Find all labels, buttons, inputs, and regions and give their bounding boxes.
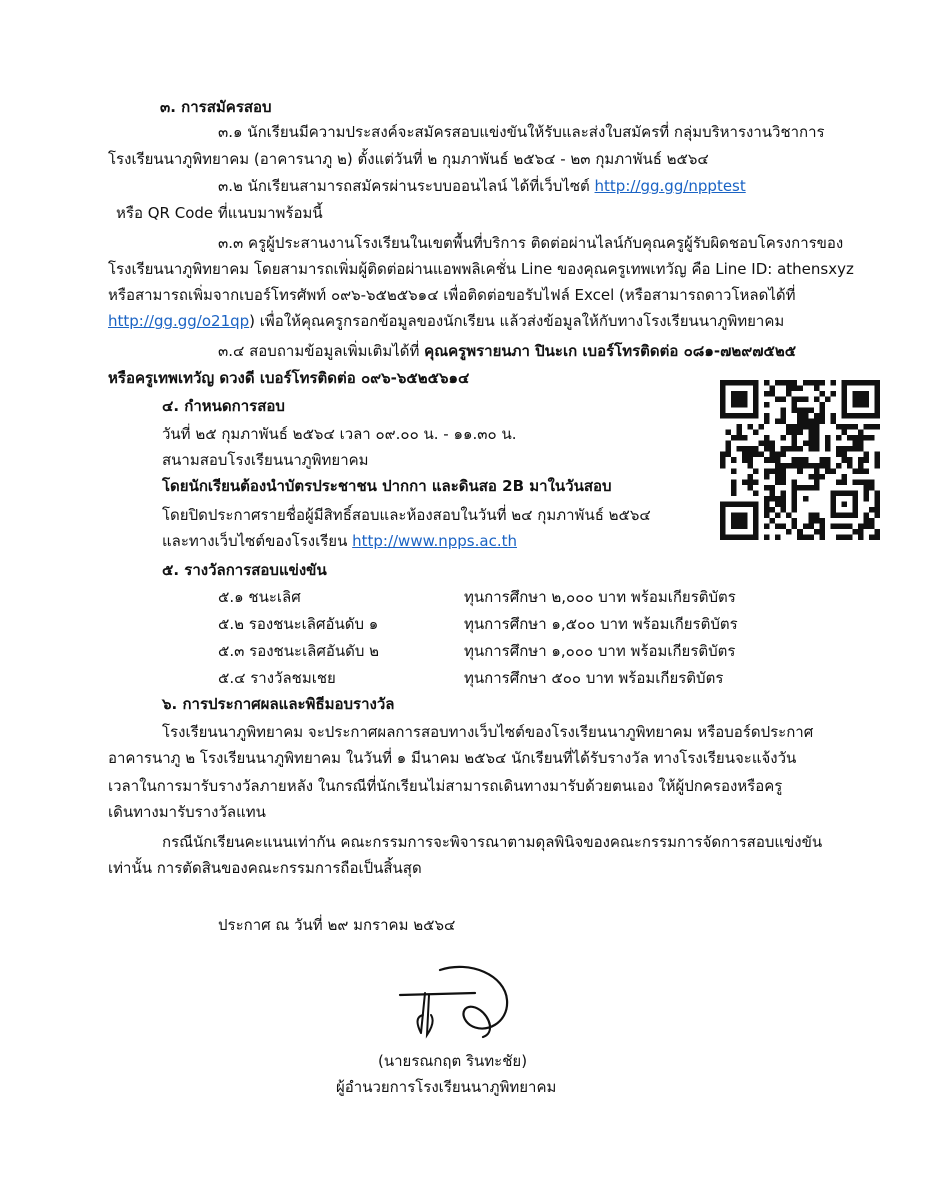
announcement-date: ประกาศ ณ วันที่ ๒๙ มกราคม ๒๕๖๔ (218, 916, 456, 934)
exam-date: วันที่ ๒๕ กุมภาพันธ์ ๒๕๖๔ เวลา ๐๙.๐๐ น. - ๑๑.๓๐ น. (162, 425, 517, 443)
prize-name: ๕.๔ รางวัลชมเชย (218, 669, 336, 687)
section-3-3-line-1: ๓.๓ ครูผู้ประสานงานโรงเรียนในเขตพื้นที่บริการ ติดต่อผ่านไลน์กับคุณครูผู้รับผิดชอบโครงการของ (218, 234, 844, 252)
signature-icon (395, 955, 530, 1045)
section-6-p1-line-4: เดินทางมารับรางวัลแทน (108, 803, 266, 821)
prize-name: ๕.๑ ชนะเลิศ (218, 588, 301, 606)
exam-website-text: และทางเว็บไซต์ของโรงเรียน (162, 532, 353, 550)
section-3-3-line-2: โรงเรียนนาภูพิทยาคม โดยสามารถเพิ่มผู้ติดต่อผ่านแอพพลิเคชั่น Line ของคุณครูเทพเทวัญ คือ Line ID: athensxyz (108, 260, 854, 278)
section-5-heading: ๕. รางวัลการสอบแข่งขัน (162, 561, 327, 579)
exam-announcement: โดยปิดประกาศรายชื่อผู้มีสิทธิ์สอบและห้องสอบในวันที่ ๒๔ กุมภาพันธ์ ๒๕๖๔ (162, 506, 651, 524)
signer-title: ผู้อำนวยการโรงเรียนนาภูพิทยาคม (336, 1078, 557, 1096)
section-3-2-line-1 (218, 176, 746, 196)
exam-website-line (162, 531, 517, 551)
section-6-p1-line-1: โรงเรียนนาภูพิทยาคม จะประกาศผลการสอบทางเว็บไซต์ของโรงเรียนนาภูพิทยาคม หรือบอร์ดประกาศ (162, 723, 814, 741)
prize-value: ทุนการศึกษา ๕๐๐ บาท พร้อมเกียรติบัตร (464, 669, 724, 687)
prize-value: ทุนการศึกษา ๑,๐๐๐ บาท พร้อมเกียรติบัตร (464, 642, 736, 660)
excel-download-link[interactable]: http://gg.gg/o21qp (108, 312, 250, 330)
signer-name: (นายรณกฤต รินทะชัย) (378, 1052, 528, 1070)
section-3-4-line-1 (218, 341, 796, 361)
section-3-2-line-2: หรือ QR Code ที่แนบมาพร้อมนี้ (116, 204, 323, 222)
school-website-link[interactable]: http://www.npps.ac.th (352, 532, 517, 550)
section-6-heading: ๖. การประกาศผลและพิธีมอบรางวัล (162, 695, 395, 713)
contact-teacher-1: คุณครูพรายนภา ปินะเก เบอร์โทรติดต่อ ๐๘๑-๗๒๙๗๕๒๕ (424, 342, 797, 360)
prize-name: ๕.๓ รองชนะเลิศอันดับ ๒ (218, 642, 380, 660)
prize-value: ทุนการศึกษา ๒,๐๐๐ บาท พร้อมเกียรติบัตร (464, 588, 736, 606)
section-4-heading: ๔. กำหนดการสอบ (162, 397, 285, 415)
contact-teacher-2: หรือครูเทพเทวัญ ดวงดี เบอร์โทรติดต่อ ๐๙๖-๖๕๒๕๖๑๔ (108, 369, 470, 387)
qr-code-icon (720, 380, 880, 540)
section-3-3-line-4 (108, 311, 784, 331)
section-3-2-text: ๓.๒ นักเรียนสามารถสมัครผ่านระบบออนไลน์ ได้ที่เว็บไซต์ (218, 177, 595, 195)
section-3-3-line-3: หรือสามารถเพิ่มจากเบอร์โทรศัพท์ ๐๙๖-๖๕๒๕๖๑๔ เพื่อติดต่อขอรับไฟล์ Excel (หรือสามารถดาวโหลดได้ที่ (108, 286, 796, 304)
section-3-1-line-2: โรงเรียนนาภูพิทยาคม (อาคารนาภู ๒) ตั้งแต่วันที่ ๒ กุมภาพันธ์ ๒๕๖๔ - ๒๓ กุมภาพันธ์ ๒๕๖๔ (108, 150, 709, 168)
prize-value: ทุนการศึกษา ๑,๕๐๐ บาท พร้อมเกียรติบัตร (464, 615, 738, 633)
register-link[interactable]: http://gg.gg/npptest (594, 177, 746, 195)
section-3-4-text: ๓.๔ สอบถามข้อมูลเพิ่มเติมได้ที่ (218, 342, 425, 360)
section-3-heading: ๓. การสมัครสอบ (160, 98, 272, 116)
section-6-p2-line-2: เท่านั้น การตัดสินของคณะกรรมการถือเป็นสิ้นสุด (108, 859, 422, 877)
exam-bring-items: โดยนักเรียนต้องนำบัตรประชาชน ปากกา และดินสอ 2B มาในวันสอบ (162, 477, 612, 495)
section-3-3-line-4-text: ) เพื่อให้คุณครูกรอกข้อมูลของนักเรียน แล้วส่งข้อมูลให้กับทางโรงเรียนนาภูพิทยาคม (249, 312, 785, 330)
section-6-p1-line-2: อาคารนาภู ๒ โรงเรียนนาภูพิทยาคม ในวันที่ ๑ มีนาคม ๒๕๖๔ นักเรียนที่ได้รับรางวัล ทางโรงเรียนจะแจ้งวัน (108, 749, 797, 767)
section-3-1-line-1: ๓.๑ นักเรียนมีความประสงค์จะสมัครสอบแข่งขันให้รับและส่งใบสมัครที่ กลุ่มบริหารงานวิชาการ (218, 123, 825, 141)
section-6-p2-line-1: กรณีนักเรียนคะแนนเท่ากัน คณะกรรมการจะพิจารณาตามดุลพินิจของคณะกรรมการจัดการสอบแข่งขัน (162, 833, 823, 851)
section-6-p1-line-3: เวลาในการมารับรางวัลภายหลัง ในกรณีที่นักเรียนไม่สามารถเดินทางมารับด้วยตนเอง ให้ผู้ปกครองหรือครู (108, 777, 783, 795)
prize-name: ๕.๒ รองชนะเลิศอันดับ ๑ (218, 615, 379, 633)
exam-venue: สนามสอบโรงเรียนนาภูพิทยาคม (162, 451, 369, 469)
